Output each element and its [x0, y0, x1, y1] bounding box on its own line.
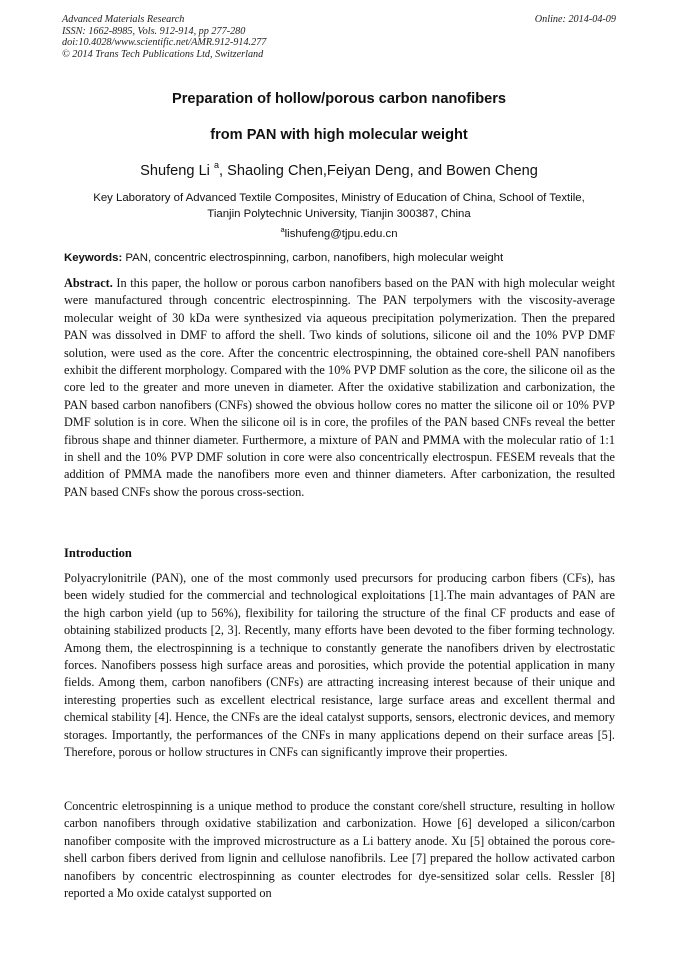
author-first-sup: a: [213, 160, 219, 170]
keywords: [64, 252, 616, 264]
journal-copyright: © 2014 Trans Tech Publications Ltd, Switzerland: [62, 48, 264, 60]
affiliation-line-2: Tianjin Polytechnic University, Tianjin 300387, China: [207, 207, 471, 220]
abstract-text: In this paper, the hollow or porous carbon nanofibers based on the PAN with high molecular weight were manufactured through concentric electrospinning. The PAN terpolymers with the viscosity-average molecular weight of 30 kDa were synthesized via aqueous precipitation polymerization. Then the prepared PAN was dissolved in DMF to afford the shell. Two kinds of solutions, silicone oil and the 10% PVP DMF solution, were used as the core. After the concentric electrospinning, the obtained core-shell PAN nanofibers exhibit the different morphology. Compared with the 10% PVP DMF solution as the core, the silicone oil as the core led to the greater and more uneven in diameter. After the oxidative stabilization and carbonization, the PAN based carbon nanofibers (CNFs) showed the obvious hollow cores no matter the silicone oil or 10% PVP DMF solution is in core. When the silicone oil is in core, the profiles of the PAN based CNFs reveal the better fibrous shape and thinner diameter. Furthermore, a mixture of PAN and PMMA with the molecular ratio of 1:1 in shell and the 10% PVP DMF solution in core were also concentrically electrospun. FESEM reveals that the addition of PMMA made the nanofibers more even and thinner diameters. After carbonization, the resulted PAN based CNFs show the porous cross-section.: [64, 276, 615, 499]
online-date: Online: 2014-04-09: [534, 14, 616, 25]
journal-name: Advanced Materials Research: [62, 14, 185, 25]
journal-header: [62, 14, 616, 60]
email-address: lishufeng@tjpu.edu.cn: [284, 227, 398, 240]
email-sup: a: [280, 225, 285, 235]
affiliation: [40, 191, 638, 243]
author-list: [0, 161, 678, 179]
journal-doi: doi:10.4028/www.scientific.net/AMR.912-914.277: [62, 37, 267, 49]
author-first: Shufeng Li: [140, 162, 214, 179]
affiliation-line-1: Key Laboratory of Advanced Textile Composites, Ministry of Education of China, School of Textile,: [93, 192, 585, 204]
keywords-text: PAN, concentric electrospinning, carbon, nanofibers, high molecular weight: [122, 252, 504, 264]
title-line-1: Preparation of hollow/porous carbon nanofibers: [171, 91, 507, 107]
title-line-2: from PAN with high molecular weight: [210, 127, 468, 143]
author-rest: , Shaoling Chen,Feiyan Deng, and Bowen Cheng: [219, 162, 538, 179]
abstract: [64, 275, 615, 501]
introduction-heading: Introduction: [64, 546, 132, 560]
introduction-paragraph-2: Concentric eletrospinning is a unique method to produce the constant core/shell structure, resulting in hollow carbon nanofibers through oxidative stabilization and carbonization. Howe [6] developed a silicon/carbon nanofiber composite with the improved microstructure as a Li battery anode. Xu [5] obtained the porous core-shell carbon fibers derived from lignin and cellulose nanofibrils. Lee [7] prepared the hollow activated carbon nanofibers by concentric electrospinning as counter electrodes for dye-sensitized solar cells. Ressler [8] reported a Mo oxide catalyst supported on: [64, 799, 615, 901]
abstract-label: Abstract.: [64, 276, 113, 290]
introduction-paragraph-1: Polyacrylonitrile (PAN), one of the most commonly used precursors for producing carbon fibers (CFs), has been widely studied for the commercial and technological exploitations [1].The main advantages of PAN are the high carbon yield (up to 56%), flexibility for tailoring the structure of the final CF products and ease of obtaining stabilized products [2, 3]. Recently, many efforts have been devoted to the fiber forming technology. Among them, the electrospinning is a technique to constantly generate the nanofibers driven by electrostatic forces. Nanofibers possess high surface areas and porosities, which provide the potential application in many fields. Among them, carbon nanofibers (CNFs) are attracting increasing interest because of their unique and interesting properties such as excellent electrical resistance, large surface areas and excellent thermal and chemical stability [4]. Hence, the CNFs are the ideal catalyst supports, sensors, electronic devices, and memory storages. Importantly, the performances of the CNFs in many applications depend on their surface areas [5]. Therefore, porous or hollow structures in CNFs can significantly improve their properties.: [64, 571, 615, 760]
journal-issn: ISSN: 1662-8985, Vols. 912-914, pp 277-280: [62, 25, 246, 37]
keywords-label: Keywords:: [64, 252, 123, 264]
affiliation-email: [40, 222, 638, 242]
